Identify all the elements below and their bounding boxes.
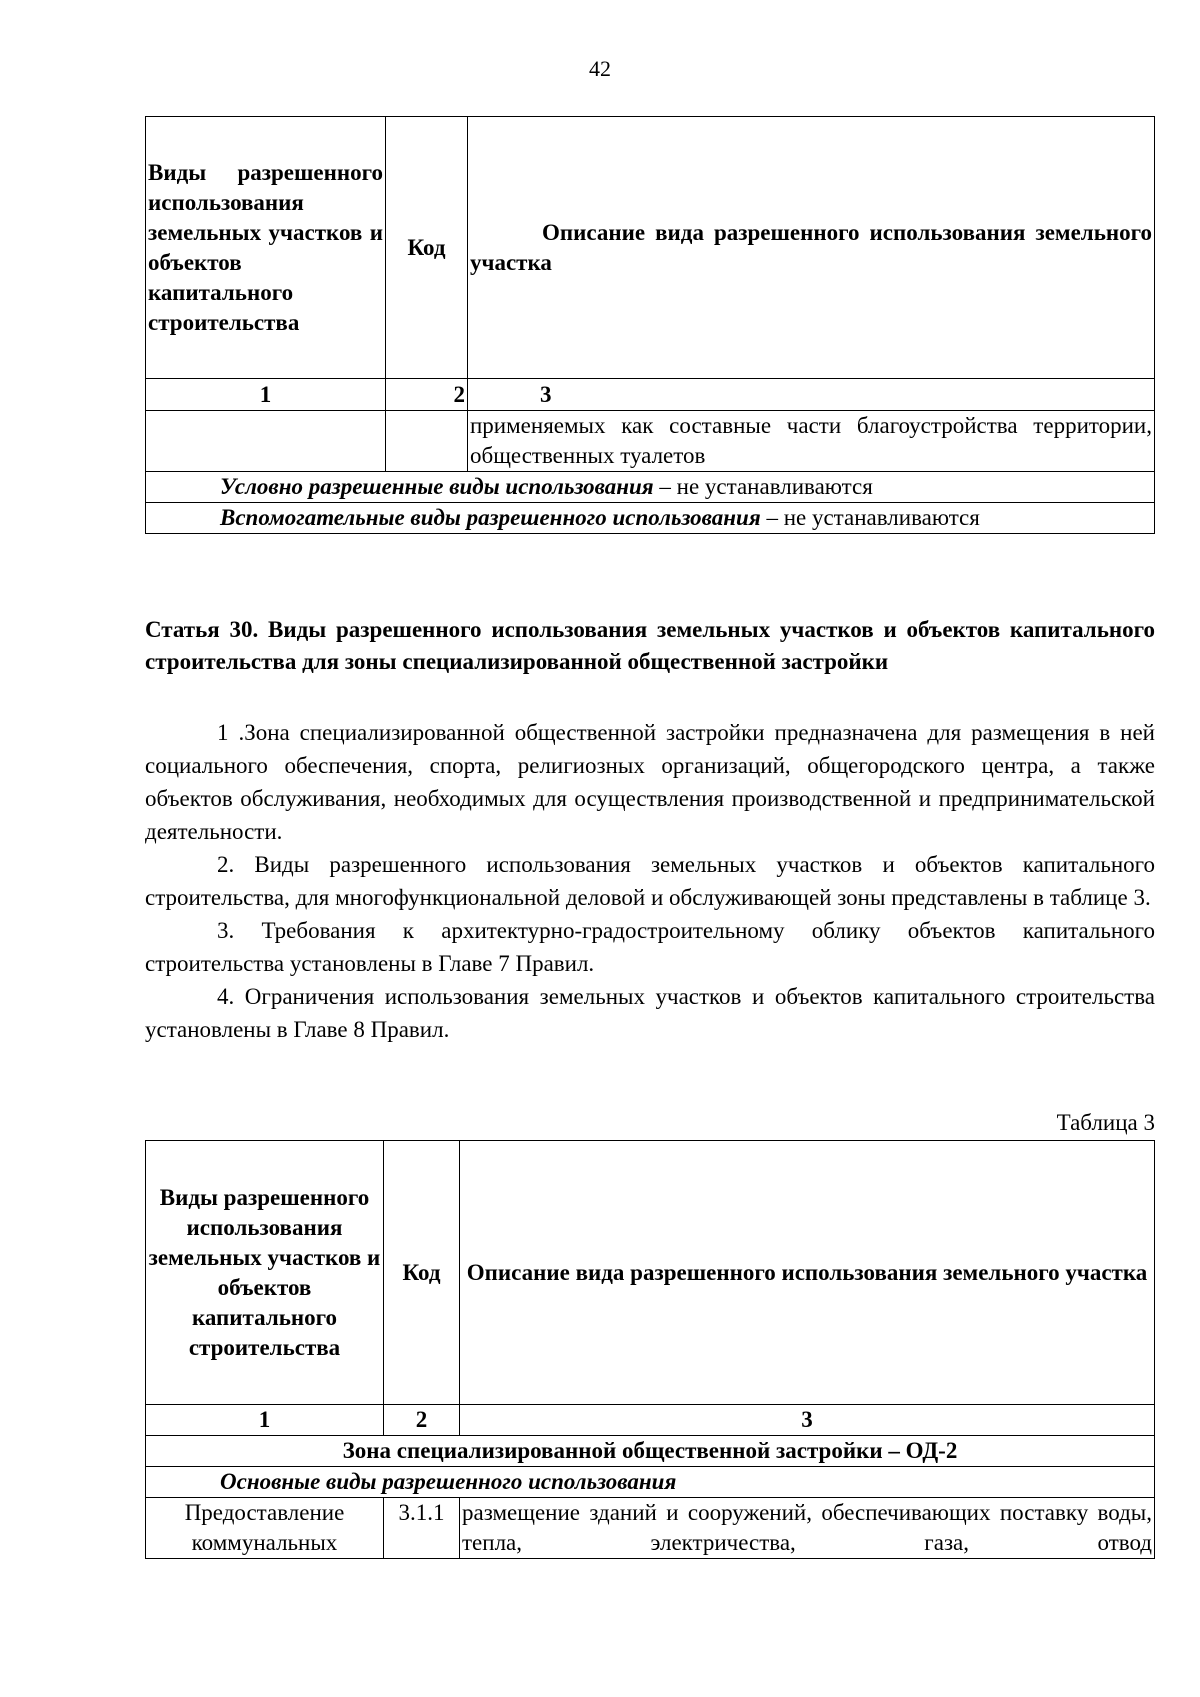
column-number-row	[146, 379, 1155, 411]
column-number-row	[146, 1405, 1155, 1436]
land-use-table-3	[145, 1140, 1155, 1559]
column-number-3: 3	[468, 379, 1155, 411]
conditional-types-row	[146, 472, 1155, 503]
conditional-types-value: – не устанавливаются	[653, 474, 873, 499]
page-number: 42	[589, 56, 611, 81]
column-number-1: 1	[146, 1405, 384, 1436]
auxiliary-types-label: Вспомогательные виды разрешенного использования	[220, 505, 761, 530]
zone-title: Зона специализированной общественной застройки – ОД-2	[146, 1436, 1155, 1467]
table-header-row	[146, 117, 1155, 379]
header-description: Описание вида разрешенного использования земельного участка	[460, 1141, 1155, 1405]
article-heading: Статья 30. Виды разрешенного использования земельных участков и объектов капитального строительства для зоны специализированной общественной застройки	[145, 617, 1155, 674]
paragraph-4: 4. Ограничения использования земельных участков и объектов капитального строительства установлены в Главе 8 Правил.	[145, 984, 1155, 1042]
continued-table	[145, 116, 1155, 534]
header-land-use-types: Виды разрешенного использования земельных участков и объектов капитального строительства	[146, 117, 386, 379]
empty-cell	[386, 411, 468, 472]
auxiliary-types-row	[146, 503, 1155, 534]
auxiliary-types-value: – не устанавливаются	[760, 505, 980, 530]
paragraph-2: 2. Виды разрешенного использования земельных участков и объектов капитального строительства, для многофункциональной деловой и обслуживающей зоны представлены в таблице 3.	[145, 852, 1155, 910]
header-description: Описание вида разрешенного использования земельного участка	[468, 117, 1155, 379]
header-land-use-types: Виды разрешенного использования земельных участков и объектов капитального строительства	[146, 1141, 384, 1405]
article-body	[145, 716, 1155, 1046]
table-row	[146, 1498, 1155, 1559]
column-number-1: 1	[146, 379, 386, 411]
land-use-name: Предоставление коммунальных	[146, 1498, 384, 1559]
table-header-row	[146, 1141, 1155, 1405]
conditional-types-cell	[146, 472, 1155, 503]
paragraph-1: 1 .Зона специализированной общественной застройки предназначена для размещения в ней социального обеспечения, спорта, религиозных организаций, общегородского центра, а также объектов обслуживания, необходимых для осуществления производственной и предпринимательской деятельности.	[145, 720, 1155, 844]
main-types-label: Основные виды разрешенного использования	[146, 1467, 1155, 1498]
land-use-code: 3.1.1	[384, 1498, 460, 1559]
conditional-types-label: Условно разрешенные виды использования	[220, 474, 654, 499]
empty-cell	[146, 411, 386, 472]
column-number-2: 2	[384, 1405, 460, 1436]
continuation-description: применяемых как составные части благоустройства территории, общественных туалетов	[468, 411, 1155, 472]
column-number-3: 3	[460, 1405, 1155, 1436]
land-use-description: размещение зданий и сооружений, обеспечивающих поставку воды, тепла, электричества, газа, отвод	[460, 1498, 1155, 1559]
table-row	[146, 411, 1155, 472]
column-number-2: 2	[386, 379, 468, 411]
zone-title-row	[146, 1436, 1155, 1467]
paragraph-3: 3. Требования к архитектурно-градостроительному облику объектов капитального строительства установлены в Главе 7 Правил.	[145, 918, 1155, 976]
header-code: Код	[386, 117, 468, 379]
header-code: Код	[384, 1141, 460, 1405]
main-types-row	[146, 1467, 1155, 1498]
auxiliary-types-cell	[146, 503, 1155, 534]
table-caption: Таблица 3	[1056, 1110, 1155, 1135]
